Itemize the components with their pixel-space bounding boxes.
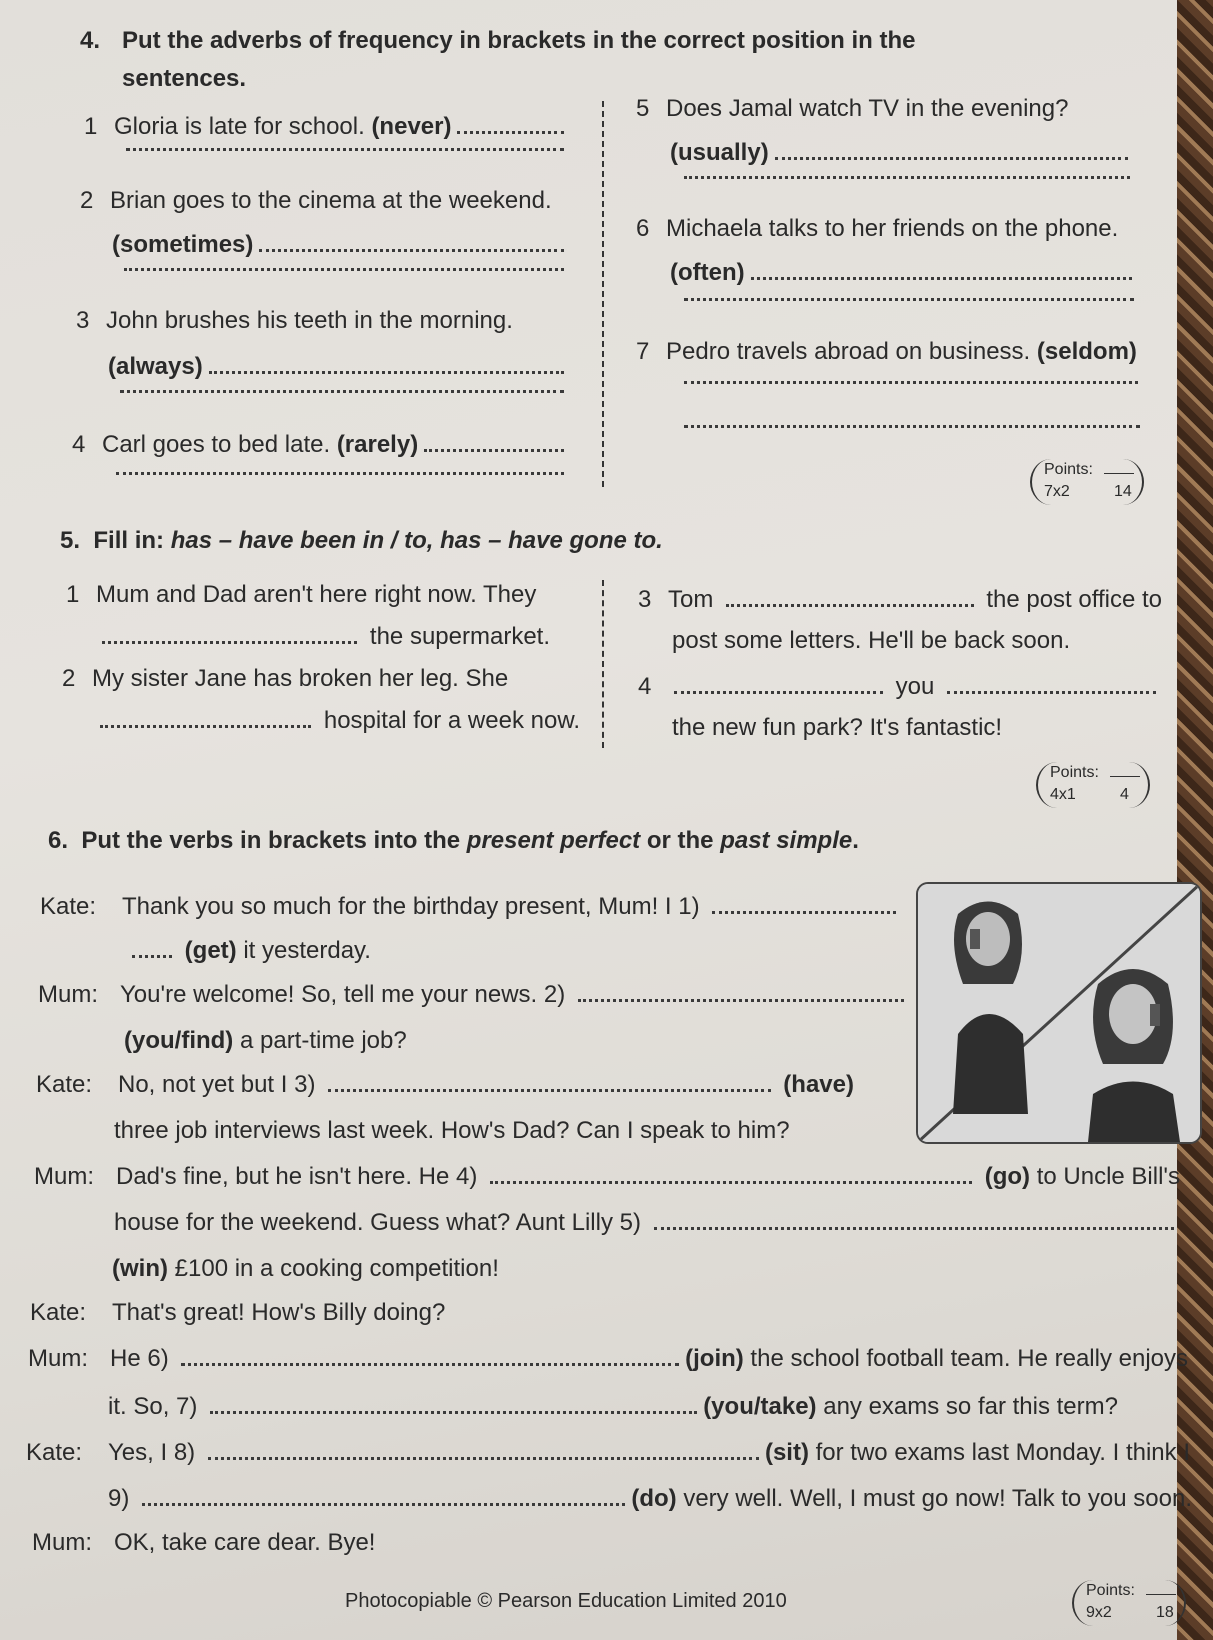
bold-text: (often) bbox=[670, 259, 745, 286]
ex4-item-3-answer[interactable] bbox=[108, 352, 570, 382]
ex6-points-box bbox=[1072, 1580, 1186, 1626]
answer-blank[interactable] bbox=[654, 1227, 1174, 1230]
bold-text: (have) bbox=[776, 1071, 854, 1098]
ex4-item-4-answer[interactable] bbox=[110, 472, 570, 483]
line-text: three job interviews last week. How's Dad? Can I speak to him? bbox=[114, 1117, 790, 1144]
line-text: My sister Jane has broken her leg. She bbox=[92, 665, 509, 692]
bold-text: (join) bbox=[685, 1345, 744, 1372]
ex4-title bbox=[80, 26, 916, 56]
answer-blank[interactable] bbox=[684, 425, 1140, 428]
item-number: 1 bbox=[84, 113, 98, 140]
score-blank bbox=[1104, 473, 1134, 474]
bold-text: (usually) bbox=[670, 139, 769, 166]
points-total: 18 bbox=[1156, 1604, 1174, 1621]
ex4-number: 4. bbox=[80, 27, 101, 54]
bold-text: (rarely) bbox=[336, 431, 419, 458]
dialogue-line bbox=[112, 1254, 499, 1284]
line-text: You're welcome! So, tell me your news. 2) bbox=[120, 981, 572, 1008]
answer-blank[interactable] bbox=[457, 131, 564, 134]
copyright-footer: Photocopiable © Pearson Education Limited 2010 bbox=[345, 1590, 787, 1612]
bold-text: 5. bbox=[60, 527, 94, 554]
ex4-item-2-answer[interactable] bbox=[112, 230, 570, 260]
points-total: 4 bbox=[1120, 786, 1129, 803]
answer-blank[interactable] bbox=[208, 1457, 759, 1460]
answer-blank[interactable] bbox=[684, 381, 1138, 384]
line-text: No, not yet but I 3) bbox=[118, 1071, 323, 1098]
dialogue-line bbox=[30, 1298, 445, 1328]
line-text: Carl goes to bed late. bbox=[102, 431, 337, 458]
answer-blank[interactable] bbox=[726, 604, 974, 607]
ex4-item-4[interactable] bbox=[72, 430, 570, 460]
ex4-item-2 bbox=[80, 186, 570, 216]
ex5-title bbox=[60, 526, 663, 556]
ex4-points-box bbox=[1030, 459, 1144, 505]
ex4-item-5 bbox=[636, 94, 1132, 124]
line-text: house for the weekend. Guess what? Aunt Lilly 5) bbox=[114, 1209, 648, 1236]
bold-text: (get) bbox=[178, 937, 237, 964]
bold-text: or the bbox=[640, 827, 721, 854]
ex5-item-3[interactable] bbox=[638, 585, 1162, 615]
answer-blank[interactable] bbox=[684, 298, 1134, 301]
dialogue-line[interactable] bbox=[38, 980, 910, 1010]
speaker-label: Mum: bbox=[28, 1345, 88, 1372]
ex4-item-2-answer[interactable] bbox=[118, 268, 570, 279]
ex5-item-1 bbox=[66, 580, 582, 610]
ex5-item-2-answer[interactable] bbox=[94, 706, 580, 736]
score-blank bbox=[1146, 1594, 1176, 1595]
ex4-item-5-answer[interactable] bbox=[670, 138, 1134, 168]
points-calc: 9x2 bbox=[1086, 1604, 1112, 1621]
line-text: a part-time job? bbox=[233, 1027, 407, 1054]
line-text: the new fun park? It's fantastic! bbox=[672, 714, 1003, 741]
points-label: Points: bbox=[1044, 461, 1093, 478]
line-text: any exams so far this term? bbox=[816, 1393, 1118, 1420]
speaker-label: Mum: bbox=[34, 1163, 94, 1190]
ex4-item-7-answer[interactable] bbox=[678, 381, 1144, 392]
points-calc: 4x1 bbox=[1050, 786, 1076, 803]
item-number: 3 bbox=[76, 307, 90, 334]
illustration-phone-call bbox=[916, 882, 1202, 1144]
woman-right-icon bbox=[1088, 969, 1180, 1142]
speaker-label: Kate: bbox=[40, 893, 97, 920]
speaker-label: Mum: bbox=[32, 1529, 92, 1556]
line-text: the post office to bbox=[979, 586, 1162, 613]
answer-blank[interactable] bbox=[947, 691, 1156, 694]
line-text: the school football team. He really enjoys bbox=[743, 1345, 1188, 1372]
dialogue-line[interactable] bbox=[36, 1070, 854, 1100]
item-number: 2 bbox=[62, 665, 76, 692]
background-fabric bbox=[1177, 0, 1213, 1640]
answer-blank[interactable] bbox=[775, 157, 1128, 160]
bold-text: (you/find) bbox=[124, 1027, 234, 1054]
ex5-item-3-cont bbox=[672, 626, 1070, 656]
bold-text: has – have been in / to, has – have gone to. bbox=[170, 527, 663, 554]
speaker-label: Kate: bbox=[36, 1071, 93, 1098]
bold-text: present perfect bbox=[466, 827, 641, 854]
bold-text: (always) bbox=[108, 353, 203, 380]
item-number: 5 bbox=[636, 95, 650, 122]
line-text: Does Jamal watch TV in the evening? bbox=[666, 95, 1069, 122]
answer-blank[interactable] bbox=[259, 249, 564, 252]
points-label: Points: bbox=[1050, 764, 1099, 781]
line-text: the supermarket. bbox=[363, 623, 550, 650]
bold-text: (you/take) bbox=[703, 1393, 817, 1420]
ex4-item-6 bbox=[636, 214, 1146, 244]
ex5-item-4-cont bbox=[672, 713, 1002, 743]
item-number: 7 bbox=[636, 338, 650, 365]
answer-blank[interactable] bbox=[126, 148, 564, 151]
line-text: He 6) bbox=[110, 1345, 176, 1372]
dialogue-line bbox=[124, 1026, 407, 1056]
dialogue-line[interactable] bbox=[126, 936, 371, 966]
score-blank bbox=[1110, 776, 1140, 777]
dialogue-line[interactable] bbox=[28, 1344, 1188, 1374]
line-text: very well. Well, I must go now! Talk to you soon. bbox=[676, 1485, 1192, 1512]
ex4-item-5-answer[interactable] bbox=[678, 176, 1136, 187]
ex4-item-6-answer[interactable] bbox=[678, 298, 1140, 309]
answer-blank[interactable] bbox=[120, 390, 564, 393]
line-text: it. So, 7) bbox=[108, 1393, 205, 1420]
answer-blank[interactable] bbox=[142, 1503, 625, 1506]
line-text: OK, take care dear. Bye! bbox=[114, 1529, 376, 1556]
item-number: 2 bbox=[80, 187, 94, 214]
ex4-item-6-answer[interactable] bbox=[670, 258, 1138, 288]
line-text: Brian goes to the cinema at the weekend. bbox=[110, 187, 552, 214]
answer-blank[interactable] bbox=[684, 176, 1130, 179]
line-text: Gloria is late for school. bbox=[114, 113, 372, 140]
speaker-label: Kate: bbox=[26, 1439, 83, 1466]
speaker-label: Kate: bbox=[30, 1299, 87, 1326]
bold-text: (sit) bbox=[764, 1439, 809, 1466]
bold-text: (do) bbox=[631, 1485, 677, 1512]
line-text: you bbox=[888, 673, 942, 700]
item-number: 6 bbox=[636, 215, 650, 242]
dialogue-line[interactable] bbox=[26, 1438, 1190, 1468]
ex4-title-cont bbox=[122, 64, 246, 94]
answer-blank[interactable] bbox=[210, 1411, 697, 1414]
answer-blank[interactable] bbox=[132, 955, 172, 958]
dialogue-line[interactable] bbox=[108, 1392, 1118, 1422]
line-text: Michaela talks to her friends on the phone. bbox=[666, 215, 1119, 242]
dialogue-line[interactable] bbox=[40, 892, 902, 922]
line-text: post some letters. He'll be back soon. bbox=[672, 627, 1071, 654]
line-text: £100 in a cooking competition! bbox=[167, 1255, 499, 1282]
answer-blank[interactable] bbox=[100, 725, 311, 728]
line-text: John brushes his teeth in the morning. bbox=[106, 307, 513, 334]
ex5-item-2 bbox=[62, 664, 582, 694]
bold-text: (go) bbox=[978, 1163, 1031, 1190]
answer-blank[interactable] bbox=[124, 268, 564, 271]
line-text: to Uncle Bill's bbox=[1030, 1163, 1180, 1190]
ex6-title bbox=[48, 826, 859, 856]
bold-text: past simple bbox=[720, 827, 853, 854]
answer-blank[interactable] bbox=[578, 999, 904, 1002]
bold-text: (sometimes) bbox=[112, 231, 254, 258]
item-number: 4 bbox=[72, 431, 86, 458]
item-number: 1 bbox=[66, 581, 80, 608]
ex4-item-1[interactable] bbox=[84, 112, 570, 142]
answer-blank[interactable] bbox=[328, 1089, 771, 1092]
answer-blank[interactable] bbox=[674, 691, 883, 694]
bold-text: 6. Put the verbs in brackets into the bbox=[48, 827, 467, 854]
answer-blank[interactable] bbox=[209, 371, 564, 374]
answer-blank[interactable] bbox=[751, 277, 1132, 280]
line-text: it yesterday. bbox=[236, 937, 371, 964]
bold-text: (never) bbox=[371, 113, 452, 140]
bold-text: (seldom) bbox=[1036, 338, 1137, 365]
speaker-label: Mum: bbox=[38, 981, 98, 1008]
column-divider bbox=[602, 101, 604, 487]
answer-blank[interactable] bbox=[712, 911, 896, 914]
line-text: Tom bbox=[668, 586, 721, 613]
item-number: 4 bbox=[638, 673, 652, 700]
item-number: 3 bbox=[638, 586, 652, 613]
line-text: for two exams last Monday. I think I bbox=[808, 1439, 1190, 1466]
answer-blank[interactable] bbox=[181, 1363, 679, 1366]
ex4-title-line: Put the adverbs of frequency in brackets in the correct position in the bbox=[122, 27, 916, 54]
dialogue-line bbox=[114, 1116, 790, 1146]
dialogue-line[interactable] bbox=[114, 1208, 1180, 1238]
bold-text: (win) bbox=[112, 1255, 168, 1282]
ex4-item-7-answer[interactable] bbox=[678, 425, 1146, 436]
ex4-item-3 bbox=[76, 306, 570, 336]
column-divider bbox=[602, 580, 604, 748]
points-label: Points: bbox=[1086, 1582, 1135, 1599]
answer-blank[interactable] bbox=[424, 449, 564, 452]
ex5-item-4[interactable] bbox=[638, 672, 1162, 702]
answer-blank[interactable] bbox=[102, 641, 357, 644]
line-text: Pedro travels abroad on business. bbox=[666, 338, 1037, 365]
line-text: Thank you so much for the birthday present, Mum! I 1) bbox=[122, 893, 707, 920]
line-text: That's great! How's Billy doing? bbox=[112, 1299, 446, 1326]
line-text: Dad's fine, but he isn't here. He 4) bbox=[116, 1163, 485, 1190]
ex4-item-7 bbox=[636, 337, 1150, 367]
ex5-item-1-answer[interactable] bbox=[96, 622, 550, 652]
line-text: Yes, I 8) bbox=[108, 1439, 202, 1466]
dialogue-line bbox=[32, 1528, 375, 1558]
dialogue-line[interactable] bbox=[108, 1484, 1192, 1514]
answer-blank[interactable] bbox=[490, 1181, 972, 1184]
points-calc: 7x2 bbox=[1044, 483, 1070, 500]
bold-text: . bbox=[852, 827, 859, 854]
ex4-title-line: sentences. bbox=[122, 65, 247, 92]
line-text: Mum and Dad aren't here right now. They bbox=[96, 581, 537, 608]
ex4-item-1-answer[interactable] bbox=[120, 148, 570, 159]
line-text: 9) bbox=[108, 1485, 137, 1512]
ex5-points-box bbox=[1036, 762, 1150, 808]
points-total: 14 bbox=[1114, 483, 1132, 500]
bold-text: Fill in: bbox=[93, 527, 171, 554]
ex4-item-3-answer[interactable] bbox=[114, 390, 570, 401]
answer-blank[interactable] bbox=[116, 472, 564, 475]
dialogue-line[interactable] bbox=[34, 1162, 1180, 1192]
line-text: hospital for a week now. bbox=[317, 707, 580, 734]
